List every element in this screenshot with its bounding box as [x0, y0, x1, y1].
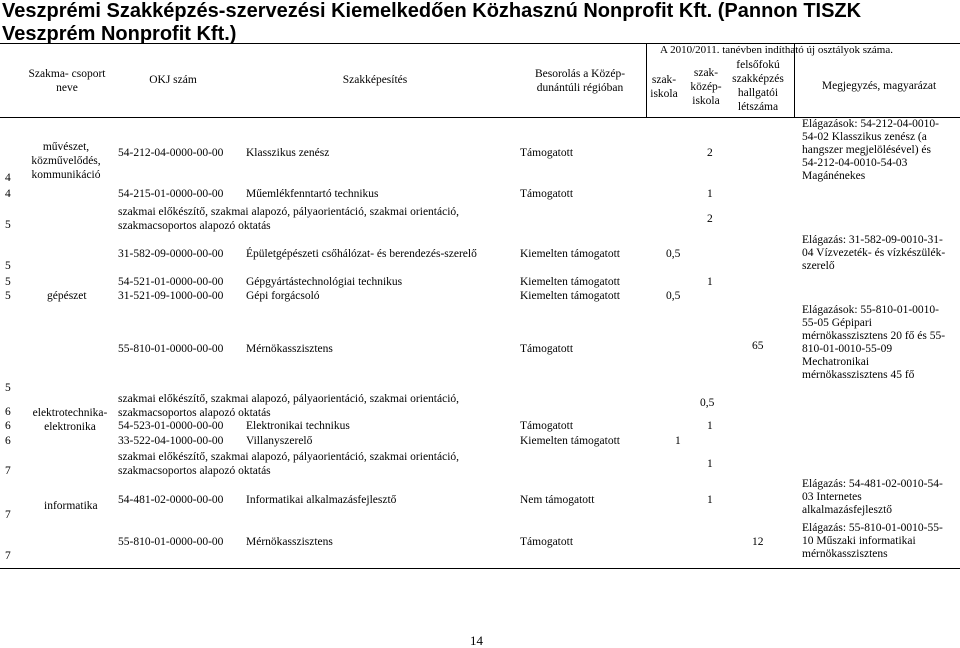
classification: Kiemelten támogatott — [520, 248, 620, 260]
remark: Elágazások: 55-810-01-0010-55-05 Gépipari mérnökasszisztens 20 fő és 55-810-01-0010-55-09 Mechatronikai mérnökasszisztens 45 fő — [802, 304, 946, 381]
header-group-label: A 2010/2011. tanévben indítható új osztályok száma. — [660, 44, 893, 56]
classification: Támogatott — [520, 343, 574, 355]
okj-number: 54-523-01-0000-00-00 — [118, 420, 224, 432]
okj-number: 54-215-01-0000-00-00 — [118, 188, 224, 200]
szakkozep-count: 2 — [707, 213, 713, 225]
qualification-name: Gépgyártástechnológiai technikus — [246, 276, 403, 288]
table-bottom-rule — [0, 568, 960, 569]
classification: Támogatott — [520, 147, 574, 159]
row-number: 7 — [5, 550, 11, 562]
group-informatika: informatika — [44, 500, 98, 512]
qualification-name: Klasszikus zenész — [246, 147, 330, 159]
row-number: 5 — [5, 219, 11, 231]
row-number: 6 — [5, 420, 11, 432]
szakiskola-count: 1 — [675, 435, 681, 447]
row-number: 4 — [5, 188, 11, 200]
qualification-name: szakmai előkészítő, szakmai alapozó, pályaorientáció, szakmai orientáció, szakmacsoportos alapozó oktatás — [118, 451, 460, 477]
classification: Támogatott — [520, 188, 574, 200]
header-okj: OKJ szám — [149, 74, 197, 86]
remark: Elágazás: 55-810-01-0010-55-10 Műszaki informatikai mérnökasszisztens — [802, 522, 943, 560]
header-megjegyzes: Megjegyzés, magyarázat — [821, 80, 937, 92]
qualification-name: Mérnökasszisztens — [246, 536, 333, 548]
group-elektro: elektrotechnika-elektronika — [32, 407, 108, 433]
page-number: 14 — [470, 633, 483, 648]
okj-number: 33-522-04-1000-00-00 — [118, 435, 224, 447]
row-number: 5 — [5, 382, 11, 394]
okj-number: 55-810-01-0000-00-00 — [118, 343, 224, 355]
szakiskola-count: 0,5 — [666, 248, 681, 260]
felsofoku-count: 12 — [752, 536, 764, 548]
okj-number: 31-521-09-1000-00-00 — [118, 290, 224, 302]
classification: Kiemelten támogatott — [520, 276, 620, 288]
row-number: 5 — [5, 260, 11, 272]
qualification-name: Informatikai alkalmazásfejlesztő — [246, 494, 397, 506]
qualification-name: szakmai előkészítő, szakmai alapozó, pályaorientáció, szakmai orientáció, szakmacsoportos alapozó oktatás — [118, 206, 460, 232]
felsofoku-count: 65 — [752, 340, 764, 352]
header-szakkozepiskola: szak-közép-iskola — [690, 67, 722, 107]
row-number: 5 — [5, 276, 11, 288]
szakiskola-count: 0,5 — [666, 290, 681, 302]
header-besorolas: Besorolás a Közép-dunántúli régióban — [534, 68, 626, 94]
okj-number: 54-212-04-0000-00-00 — [118, 147, 224, 159]
document-title: Veszprémi Szakképzés-szervezési Kiemelkedően Közhasznú Nonprofit Kft. (Pannon TISZK Veszprém Nonprofit Kft.) — [2, 0, 862, 45]
okj-number: 55-810-01-0000-00-00 — [118, 536, 224, 548]
qualification-name: Műemlékfenntartó technikus — [246, 188, 379, 200]
group-gepeszet: gépészet — [47, 290, 87, 302]
header-felsofoku: felsőfokú szakképzés hallgatói létszáma — [732, 59, 784, 113]
szakkozep-count: 1 — [707, 494, 713, 506]
okj-number: 54-521-01-0000-00-00 — [118, 276, 224, 288]
szakkozep-count: 1 — [707, 420, 713, 432]
szakkozep-count: 2 — [707, 147, 713, 159]
row-number: 7 — [5, 465, 11, 477]
header-szakkepesites: Szakképesítés — [342, 74, 408, 86]
header-szakmacsoport: Szakma- csoport neve — [28, 68, 106, 94]
header-szakiskola: szak-iskola — [650, 74, 678, 100]
qualification-name: Épületgépészeti csőhálózat- és berendezés-szerelő — [246, 248, 477, 260]
szakkozep-count: 1 — [707, 188, 713, 200]
qualification-name: szakmai előkészítő, szakmai alapozó, pályaorientáció, szakmai orientáció, szakmacsoportos alapozó oktatás — [118, 393, 460, 419]
qualification-name: Mérnökasszisztens — [246, 343, 333, 355]
remark: Elágazás: 31-582-09-0010-31-04 Vízvezeték- és vízkészülék-szerelő — [802, 234, 946, 272]
classification: Támogatott — [520, 536, 574, 548]
row-number: 6 — [5, 435, 11, 447]
classification: Nem támogatott — [520, 494, 595, 506]
classification: Támogatott — [520, 420, 574, 432]
column-rule-1 — [646, 43, 647, 118]
row-number: 5 — [5, 290, 11, 302]
qualification-name: Villanyszerelő — [246, 435, 313, 447]
row-number: 6 — [5, 406, 11, 418]
okj-number: 31-582-09-0000-00-00 — [118, 248, 224, 260]
remark: Elágazások: 54-212-04-0010-54-02 Klasszikus zenész (a hangszer megjelölésével) és 54-212-04-0010-54-03 Magánénekes — [802, 118, 940, 182]
qualification-name: Gépi forgácsoló — [246, 290, 320, 302]
szakkozep-count: 1 — [707, 276, 713, 288]
szakkozep-count: 1 — [707, 458, 713, 470]
group-muveszet: művészet, közművelődés, kommunikáció — [31, 141, 101, 181]
row-number: 7 — [5, 509, 11, 521]
row-number: 4 — [5, 172, 11, 184]
szakkozep-count: 0,5 — [700, 397, 715, 409]
qualification-name: Elektronikai technikus — [246, 420, 350, 432]
okj-number: 54-481-02-0000-00-00 — [118, 494, 224, 506]
remark: Elágazás: 54-481-02-0010-54-03 Internetes alkalmazásfejlesztő — [802, 478, 943, 516]
classification: Kiemelten támogatott — [520, 435, 620, 447]
classification: Kiemelten támogatott — [520, 290, 620, 302]
